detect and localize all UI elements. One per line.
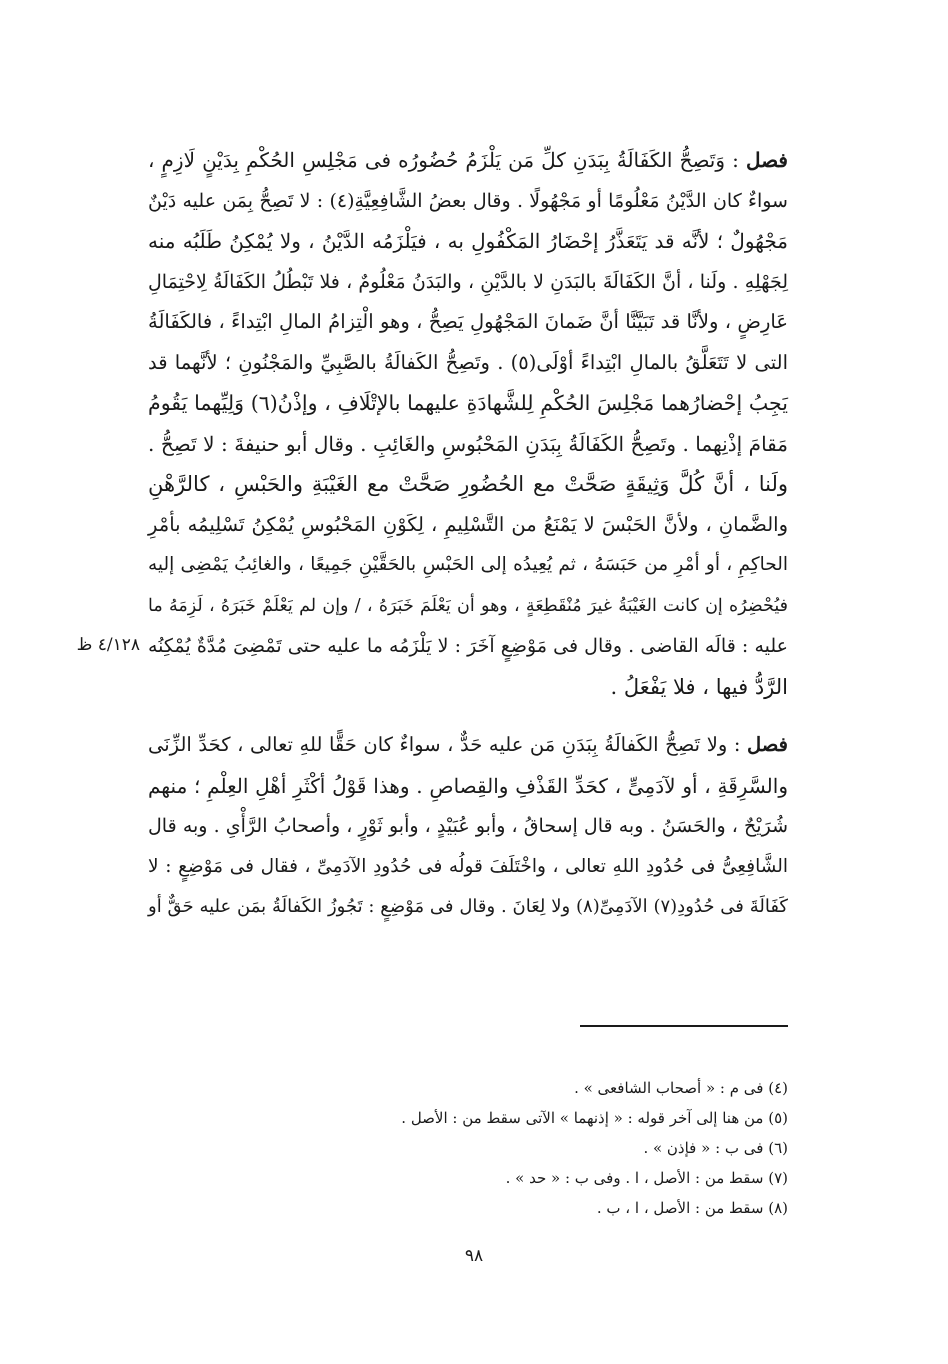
text-line: التى لا تَتَعَلَّقُ بالمالِ ابْتِداءً أوْلَى(٥) . وتَصِحُّ الكَفالَةُ بالصَّبِيِّ والمَجْنُونِ ؛ لأنَّهما قد (148, 350, 788, 374)
text-line: الرَّدُّ فيها ، فلا يَفْعَلُ . (610, 674, 788, 699)
text-line: شُرَيْحٌ ، والحَسَنُ . وبه قال إسحاقُ ، وأبو عُبَيْدٍ ، وأبو ثَوْرٍ ، وأصحابُ الرَّأْىِ . وبه قال (148, 815, 788, 837)
text-line: عَارِضٍ ، ولأنَّا قد تَبَيَّنَّا أنَّ ضَمانَ المَجْهُولِ يَصِحُّ ، وهو الْتِزامُ المالِ ابْتِداءً ، فالكَفَالَةُ (148, 310, 788, 333)
section-keyword: فصل (747, 733, 788, 756)
text-line: كَفَالَةَ فى حُدُودِ(٧) الآدَمِىِّ(٨) ولا لِعَانَ . وقال فى مَوْضِعٍ : تَجُوزُ الكَفالَةُ بمَن عليه حَقٌّ أو (148, 896, 788, 917)
text-line: والسَّرِقَةِ ، أو لآدَمِىٍّ ، كحَدِّ القَذْفِ والقِصاصِ . وهذا قَوْلُ أكْثَرِ أهْلِ العِلْمِ ؛ منهم (148, 773, 788, 798)
text-line: لِجَهْلِهِ . ولَنا ، أنَّ الكَفَالَةَ بالبَدَنِ لا بالدَّيْنِ ، والبَدَنُ مَعْلُومٌ ، فلا تَبْطُلُ الكَفَالَةُ لِاحْتِمَالِ (148, 270, 788, 293)
text-line: مَجْهُولٌ ؛ لأنَّه قد يَتَعَذَّرُ إحْضَارُ المَكْفُولِ به ، فيَلْزَمُه الدَّيْنُ ، ولا يُمْكِنُ طَلَبُه منه (148, 229, 788, 253)
text-line: الحاكِمِ ، أو أمْرِ من حَبَسَهُ ، ثم يُعِيدُه إلى الحَبْسِ بالحَقَّيْنِ جَمِيعًا ، والغائِبُ يَمْضِى إليه (148, 554, 788, 575)
text-line: يَجِبُ إحْضارُهما مَجْلِسَ الحُكْمِ لِلشَّهادَةِ عليهما بالإتْلَافِ ، وإذْنُ(٦) وَلِيِّهما يَقُومُ (148, 391, 788, 415)
main-text (148, 140, 788, 928)
footnote-divider (580, 1025, 788, 1027)
text-line: فصل : ولا تَصِحُّ الكَفالَةُ بِبَدَنِ مَن عليه حَدٌّ ، سواءٌ كان حَقًّا للهِ تعالى ، كحَدِّ الزِّنَى (148, 733, 788, 756)
text-line: الشَّافِعِىُّ فى حُدُودِ اللهِ تعالى ، واخْتَلَفَ قولُه فى حُدُودِ الآدَمِىِّ ، فقال فى مَوْضِعٍ : لا (148, 855, 788, 877)
margin-manuscript-reference: ٤/١٢٨ ظ (76, 635, 140, 655)
text-line: والضَّمانِ ، ولأنَّ الحَبْسَ لا يَمْنَعُ من التَّسْلِيمِ ، لِكَوْنِ المَحْبُوسِ يُمْكِنُ تَسْلِيمُه بأمْرِ (148, 512, 788, 536)
footnote: (٥) من هنا إلى آخر قوله : « إذنهما » الآتى سقط من : الأصل . (401, 1109, 788, 1127)
text-line: ولَنا ، أنَّ كُلَّ وَثِيقَةٍ صَحَّتْ مع الحُضُورِ صَحَّتْ مع الغَيْبَةِ والحَبْسِ ، كالرَّهْنِ (148, 472, 788, 496)
paragraph-1 (148, 140, 788, 707)
section-keyword: فصل (745, 148, 788, 172)
text-line: مَقامَ إذْنِهما . وتَصِحُّ الكَفَالَةُ بِبَدَنِ المَحْبُوسِ والغَائِبِ . وقال أبو حنيفةَ : لا تَصِحُّ . (148, 431, 788, 456)
footnote: (٤) فى م : « أصحاب الشافعى » . (574, 1079, 788, 1097)
footnote: (٨) سقط من : الأصل ، ا ، ب . (596, 1199, 788, 1217)
text-line: فيُحْضِرُه إن كانت الغَيْبَةُ غيرَ مُنْقَطِعَةٍ ، وهو أن يَعْلَمَ خَبَرَهُ ، / وإن لم يَعْلَمْ خَبَرَهُ ، لَزِمَهُ ما (148, 595, 788, 616)
text-line: فصل : وَتَصِحُّ الكَفَالَةُ بِبَدَنِ كلِّ مَن يَلْزَمُ حُضُورُه فى مَجْلِسِ الحُكْمِ بِدَيْنٍ لَازِمٍ ، (148, 148, 788, 172)
paragraph-2 (148, 725, 788, 928)
footnote: (٧) سقط من : الأصل ، ا . وفى ب : « حد » . (505, 1169, 788, 1187)
text-line: سواءٌ كان الدَّيْنُ مَعْلُومًا أو مَجْهُولًا . وقال بعضُ الشَّافِعِيَّةِ(٤) : لا تَصِحُّ بِمَن عليه دَيْنٌ (148, 189, 788, 212)
footnotes (148, 1073, 788, 1223)
text-line: عليه : قالَه القاضى . وقال فى مَوْضِعٍ آخَرَ : لا يَلْزَمُه ما عليه حتى تَمْضِىَ مُدَّةٌ يُمْكِنُه (148, 635, 788, 657)
footnote: (٦) فى ب : « فإذن » . (643, 1139, 788, 1157)
page-number: ٩٨ (464, 1246, 484, 1266)
